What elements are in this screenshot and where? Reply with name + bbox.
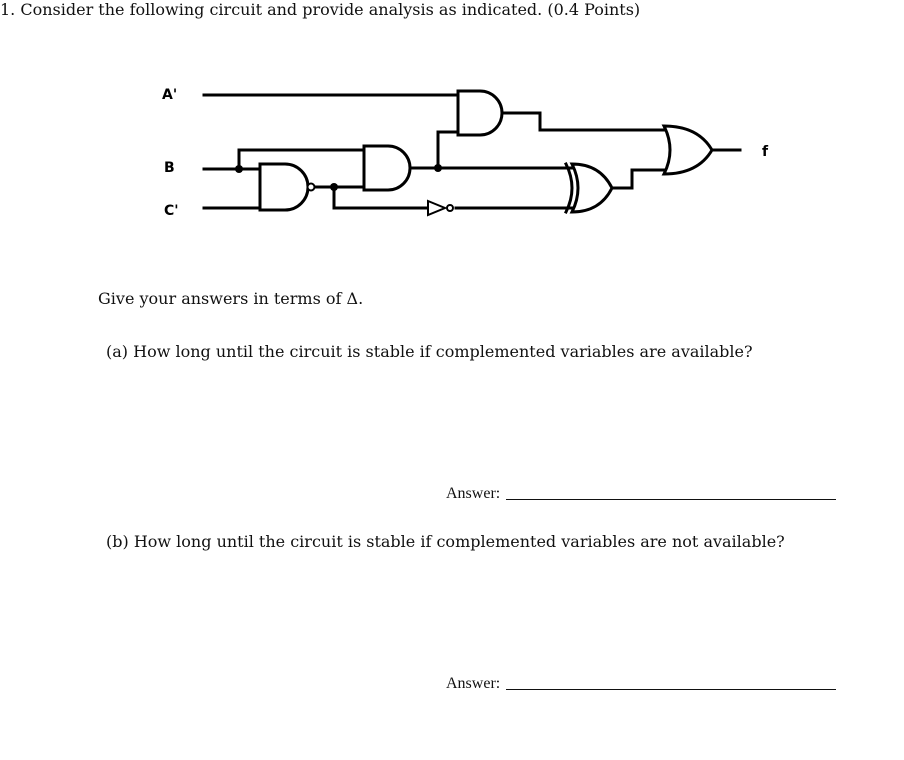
instruction-text: Give your answers in terms of Δ.: [98, 289, 364, 308]
output-label-f: f: [762, 144, 769, 160]
input-label-b: B: [164, 160, 175, 176]
answer-a: [446, 484, 838, 508]
xor-gate: [566, 164, 612, 212]
answer-b: [446, 674, 838, 698]
junction-dot: [434, 164, 442, 172]
input-label-a-prime: A': [162, 87, 178, 103]
question-header: 1. Consider the following circuit and provide analysis as indicated. (0.4 Points): [0, 0, 641, 19]
input-label-c-prime: C': [164, 203, 179, 219]
part-b-prompt: (b) How long until the circuit is stable if complemented variables are not available?: [106, 532, 785, 551]
nand-gate: [260, 164, 315, 210]
and-gate-top: [458, 91, 502, 135]
answer-b-blank[interactable]: [506, 689, 836, 690]
not-gate: [428, 201, 453, 215]
or-gate: [664, 126, 712, 174]
answer-b-label: Answer:: [446, 675, 501, 692]
junction-dot: [235, 165, 243, 173]
junction-dot: [330, 183, 338, 191]
answer-a-label: Answer:: [446, 485, 501, 502]
circuit-diagram: [0, 0, 904, 260]
part-a-prompt: (a) How long until the circuit is stable if complemented variables are available?: [106, 342, 753, 361]
answer-a-blank[interactable]: [506, 499, 836, 500]
and-gate-middle: [364, 146, 410, 190]
